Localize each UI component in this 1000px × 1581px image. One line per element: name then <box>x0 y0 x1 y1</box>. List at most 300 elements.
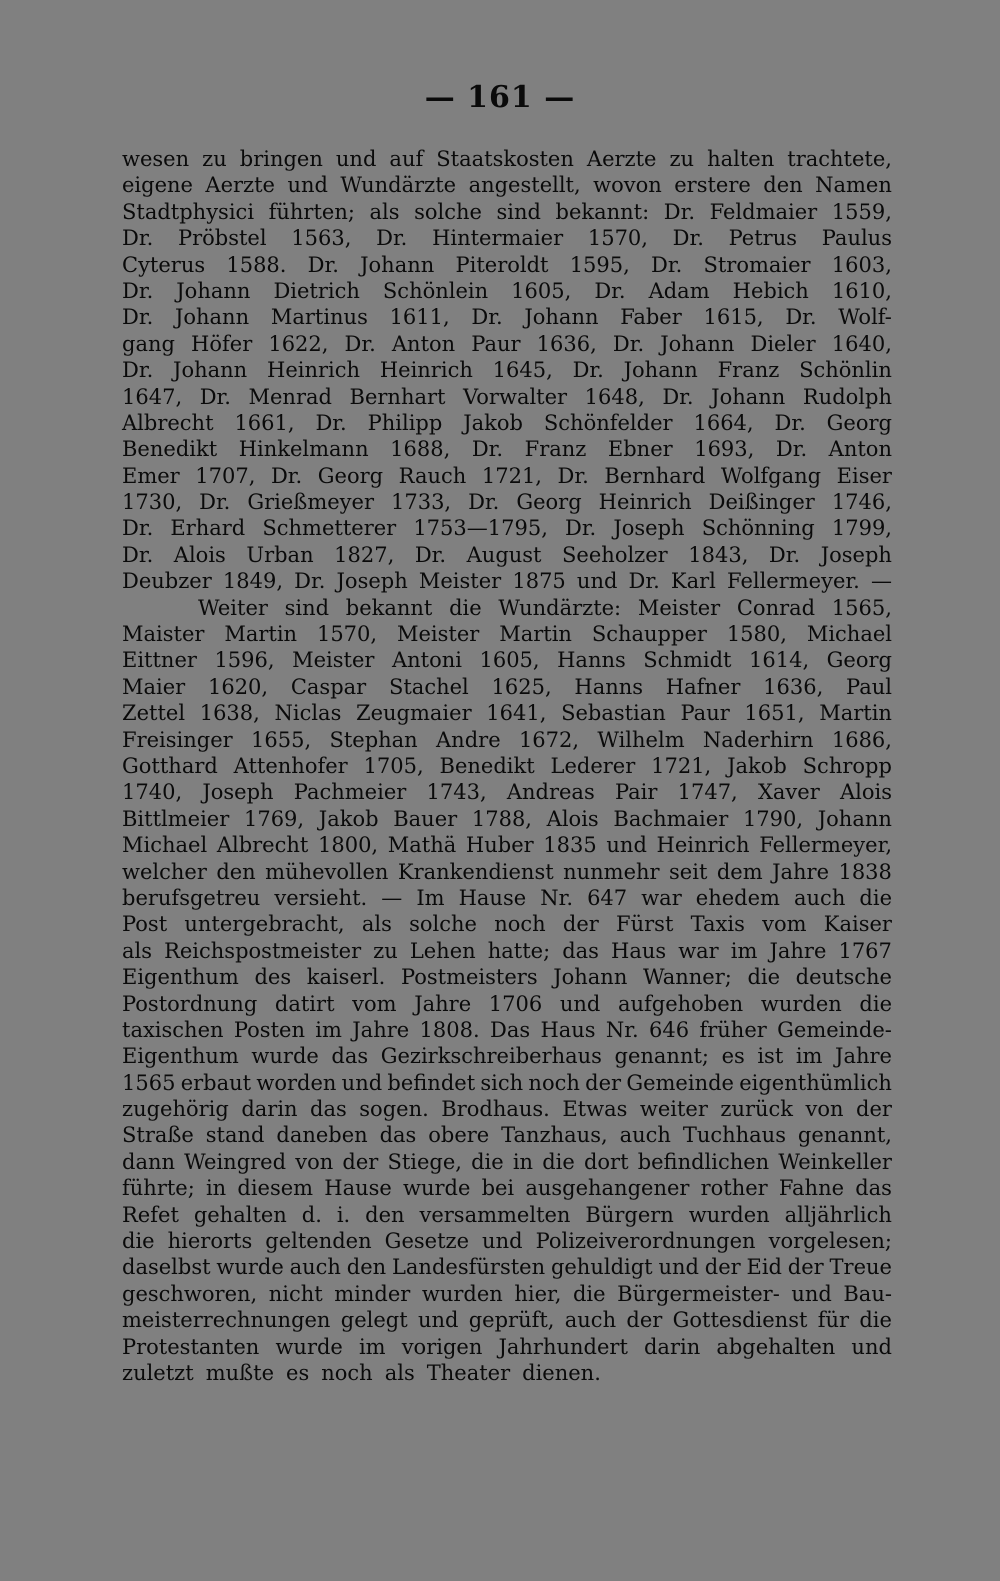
text-line <box>122 225 892 251</box>
word: Dr. <box>774 410 806 435</box>
word: Schönlein <box>382 278 489 303</box>
word: dienen. <box>522 1360 601 1385</box>
word: Dr. <box>564 516 597 541</box>
word: 1693, <box>694 437 755 462</box>
word: gelegt <box>340 1308 408 1333</box>
word: die <box>747 965 781 990</box>
word: der <box>562 912 599 937</box>
word: Dr. <box>307 252 339 277</box>
word: Feldmaier <box>709 199 818 224</box>
word: 1570, <box>587 226 648 251</box>
word: Karl <box>670 569 716 594</box>
word: aufgehoben <box>617 991 744 1016</box>
word: Meister <box>292 648 375 673</box>
word: geltenden <box>265 1229 372 1254</box>
word: Eittner <box>122 648 197 673</box>
word: die <box>449 595 482 620</box>
word: Pröbstel <box>177 226 267 251</box>
word: ist <box>757 1044 784 1069</box>
word: Stachel <box>388 674 469 699</box>
word: führten; <box>268 199 355 224</box>
word: auch <box>619 1123 671 1148</box>
word: Paulus <box>821 226 892 251</box>
word: als <box>122 938 153 963</box>
word: hier, <box>514 1281 562 1306</box>
word: darin <box>241 1097 298 1122</box>
word: d. <box>301 1202 322 1227</box>
word: Huber <box>465 833 534 858</box>
word: dann <box>122 1149 176 1174</box>
word: 1746, <box>831 490 892 515</box>
word: Dr. <box>468 490 500 515</box>
word: 1875 <box>512 569 566 594</box>
text-line <box>122 1334 892 1360</box>
word: erstere <box>674 173 751 198</box>
word: Dr. <box>775 437 808 462</box>
word: alljährlich <box>784 1202 892 1227</box>
word: Schmetterer <box>262 516 397 541</box>
word: und <box>482 1229 523 1254</box>
text-line <box>122 621 892 647</box>
word: Jakob <box>463 410 523 435</box>
word: Eiser <box>836 463 892 488</box>
word: Jahrhundert <box>498 1334 628 1359</box>
word: erbaut <box>180 1070 252 1095</box>
word: Menrad <box>248 384 332 409</box>
word: Rudolph <box>802 384 892 409</box>
word: versieht. <box>274 885 368 910</box>
text-line <box>122 1307 892 1333</box>
word: datirt <box>274 991 335 1016</box>
word: ehedem <box>695 885 780 910</box>
word: Dr. <box>199 490 231 515</box>
word: eigene <box>122 173 193 198</box>
text-line <box>122 172 892 198</box>
word: vom <box>352 991 397 1016</box>
word: es <box>286 1360 310 1385</box>
word: das <box>855 1176 892 1201</box>
word: Paul <box>846 674 892 699</box>
word: Ebner <box>607 437 673 462</box>
word: gehalten <box>193 1202 287 1227</box>
text-line <box>122 410 892 436</box>
word: 1636, <box>536 331 597 356</box>
word: Aerzte <box>586 147 657 171</box>
word: Fellermeyer, <box>759 833 892 858</box>
text-line <box>122 1228 892 1254</box>
word: Postmeisters <box>400 965 538 990</box>
word: und <box>658 1255 699 1280</box>
text-line <box>122 1281 892 1307</box>
word: Anton <box>828 437 892 462</box>
word: Dr. <box>344 331 376 356</box>
word: die <box>859 885 892 910</box>
word: dem <box>716 859 763 884</box>
word: Jakob <box>727 753 787 778</box>
word: solche <box>409 912 477 937</box>
word: 1705, <box>363 753 424 778</box>
word: Dr. <box>663 199 696 224</box>
word: Etwas <box>562 1097 628 1122</box>
word: August <box>466 542 542 567</box>
word: Martin <box>819 701 892 726</box>
word: den <box>365 1202 405 1227</box>
word: der <box>787 1255 824 1280</box>
word: als <box>361 912 392 937</box>
word: Martin <box>224 622 298 647</box>
text-line <box>122 911 892 937</box>
word: Dr. <box>294 569 326 594</box>
word: Dr. <box>122 305 154 330</box>
text-line <box>122 542 892 568</box>
word: 1721, <box>481 463 542 488</box>
word: und <box>606 833 647 858</box>
text-line <box>122 595 892 621</box>
word: Johann <box>711 384 786 409</box>
word: Piteroldt <box>455 252 549 277</box>
word: ausgehangener <box>525 1176 690 1201</box>
word: obere <box>428 1123 490 1148</box>
text-line <box>122 515 892 541</box>
word: 646 <box>649 1017 690 1042</box>
word: und <box>335 147 377 171</box>
word: Tanzhaus, <box>501 1123 608 1148</box>
word: Benedikt <box>122 437 218 462</box>
word: 1563, <box>291 226 352 251</box>
word: Dr. <box>471 305 503 330</box>
word: 1733, <box>390 490 452 515</box>
word: berufsgetreu <box>122 885 261 910</box>
word: Heinrich <box>598 490 692 515</box>
word: Staatskosten <box>436 147 574 171</box>
word: Bauer <box>393 806 458 831</box>
word: zugehörig <box>122 1097 229 1122</box>
word: Niclas <box>274 701 342 726</box>
word: 1843, <box>688 542 749 567</box>
word: Franz <box>717 358 780 383</box>
word: Anton <box>391 331 456 356</box>
word: Taxis <box>690 912 745 937</box>
word: 1688, <box>390 437 451 462</box>
word: 1580, <box>726 622 787 647</box>
word: und <box>287 173 328 198</box>
word: 1747, <box>677 780 738 805</box>
word: Dr. <box>557 463 589 488</box>
text-line <box>122 1096 892 1122</box>
word: wurden <box>688 1202 770 1227</box>
word: und <box>576 569 618 594</box>
word: 1620, <box>207 674 269 699</box>
word: Gottesdienst <box>672 1308 808 1333</box>
word: 1790, <box>742 806 804 831</box>
page-number: — 161 — <box>424 80 576 115</box>
word: i. <box>336 1202 351 1227</box>
word: auf <box>389 147 424 171</box>
word: Maister <box>122 622 205 647</box>
word: Tuchhaus <box>682 1123 786 1148</box>
text-line <box>122 1254 892 1280</box>
word: nicht <box>268 1281 323 1306</box>
word: sogen. <box>359 1097 429 1122</box>
word: taxischen <box>122 1017 224 1042</box>
word: Im <box>416 885 445 910</box>
text-line <box>122 674 892 700</box>
word: den <box>216 859 256 884</box>
word: 1614, <box>749 648 810 673</box>
word: 1622, <box>268 331 329 356</box>
word: den <box>346 1255 387 1280</box>
word: bringen <box>239 147 323 171</box>
word: Dr. <box>612 331 645 356</box>
word: Johann <box>360 252 435 277</box>
word: die <box>542 1149 575 1174</box>
word: Seeholzer <box>562 542 668 567</box>
word: Das <box>489 1017 531 1042</box>
word: — <box>381 885 403 910</box>
word: 1769, <box>243 806 305 831</box>
word: Höfer <box>191 331 253 356</box>
word: weiter <box>639 1097 708 1122</box>
word: Protestanten <box>122 1334 260 1359</box>
word: Meister <box>637 595 721 620</box>
text-line <box>122 331 892 357</box>
word: 1672, <box>518 727 580 752</box>
text-line <box>122 753 892 779</box>
word: zu <box>669 147 695 171</box>
word: Dr. <box>199 384 231 409</box>
word: Schönning <box>701 516 815 541</box>
word: Deubzer <box>122 569 212 594</box>
text-line <box>122 647 892 673</box>
word: trachtete, <box>787 147 892 171</box>
word: Dr. <box>122 226 154 251</box>
word: Pachmeier <box>293 780 407 805</box>
word: Dr. <box>651 252 683 277</box>
word: Jakob <box>318 806 379 831</box>
word: Dr. <box>662 384 694 409</box>
text-line <box>122 304 892 330</box>
word: Georg <box>516 490 582 515</box>
word: stand <box>205 1123 265 1148</box>
word: Joseph <box>613 516 685 541</box>
word: sind <box>496 199 541 224</box>
word: Haus <box>611 938 667 963</box>
text-line <box>122 489 892 515</box>
word: war <box>641 885 682 910</box>
text-line <box>122 146 892 172</box>
word: Albrecht <box>216 833 309 858</box>
word: welcher <box>122 859 207 884</box>
word: 1595, <box>569 252 630 277</box>
word: Treue <box>829 1255 892 1280</box>
word: bei <box>481 1176 515 1201</box>
word: gang <box>122 331 175 356</box>
text-line <box>122 1149 892 1175</box>
word: halten <box>707 147 775 171</box>
word: Xaver <box>757 780 820 805</box>
word: Dieler <box>750 331 816 356</box>
word: Stromaier <box>703 252 811 277</box>
word: von <box>805 1097 844 1122</box>
word: Post <box>122 912 168 937</box>
word: Jahre <box>772 859 830 884</box>
text-line <box>122 568 892 594</box>
word: der <box>704 1255 741 1280</box>
word: Bau- <box>843 1281 892 1306</box>
word: Maier <box>122 674 186 699</box>
word: Andreas <box>506 780 595 805</box>
text-line <box>122 436 892 462</box>
word: seit <box>669 859 708 884</box>
word: Bittlmeier <box>122 806 230 831</box>
word: 1788, <box>471 806 532 831</box>
word: Johann <box>623 358 698 383</box>
word: Fahne <box>778 1176 845 1201</box>
word: Rauch <box>398 463 467 488</box>
word: wurden <box>421 1281 503 1306</box>
word: 1664, <box>693 410 754 435</box>
word: Schönlin <box>799 358 892 383</box>
word: Eigenthum <box>122 1044 239 1069</box>
word: — <box>870 569 892 594</box>
word: in <box>205 1176 227 1201</box>
word: Petrus <box>728 226 798 251</box>
word: 1849, <box>222 569 284 594</box>
word: Schönfelder <box>543 410 673 435</box>
word: 1636, <box>763 674 824 699</box>
word: daselbst <box>122 1255 211 1280</box>
word: bekannt <box>345 595 433 620</box>
word: Heinrich <box>379 358 473 383</box>
text-line <box>122 938 892 964</box>
word: deutsche <box>795 965 892 990</box>
text-line <box>122 199 892 225</box>
word: früher <box>699 1017 767 1042</box>
word: 1655, <box>251 727 312 752</box>
word: Cyterus <box>122 252 206 277</box>
word: zuletzt <box>122 1360 194 1385</box>
word: Hanns <box>557 648 626 673</box>
word: führte; <box>122 1176 195 1201</box>
word: Gesetze <box>384 1229 470 1254</box>
text-line <box>122 859 892 885</box>
word: minder <box>334 1281 411 1306</box>
word: Weingred <box>184 1149 287 1174</box>
word: Johann <box>174 305 250 330</box>
word: 1647, <box>122 384 183 409</box>
word: Philipp <box>367 410 443 435</box>
word: wovon <box>593 173 662 198</box>
word: zu <box>373 938 398 963</box>
word: mühevollen <box>265 859 389 884</box>
word: 1615, <box>703 305 764 330</box>
word: der <box>856 1097 892 1122</box>
text-line <box>122 1043 892 1069</box>
word: 1835 <box>543 833 597 858</box>
word: als <box>384 1360 415 1385</box>
word: Jahre <box>835 1044 892 1069</box>
word: Reichspostmeister <box>164 938 362 963</box>
word: 1640, <box>831 331 892 356</box>
word: Meister <box>418 569 502 594</box>
word: Schmidt <box>643 648 732 673</box>
word: die <box>471 1149 504 1174</box>
word: Jahre <box>769 938 827 963</box>
word: Lederer <box>550 753 636 778</box>
word: war <box>678 938 719 963</box>
word: wurden <box>760 991 842 1016</box>
word: Gezirkschreiberhaus <box>380 1044 602 1069</box>
word: genannt; <box>614 1044 709 1069</box>
word: Dr. <box>376 226 408 251</box>
word: und <box>417 1308 459 1333</box>
word: Hebich <box>732 278 809 303</box>
word: Michael <box>122 833 208 858</box>
word: Haus <box>540 1017 596 1042</box>
word: daneben <box>276 1123 368 1148</box>
text-line <box>122 1070 892 1096</box>
text-line <box>122 357 892 383</box>
text-line <box>122 252 892 278</box>
word: Hause <box>324 1176 392 1201</box>
word: nunmehr <box>563 859 660 884</box>
word: Bernhard <box>604 463 706 488</box>
word: sich <box>480 1070 524 1095</box>
word: Johann <box>817 806 892 831</box>
word: wurde <box>251 1044 319 1069</box>
word: von <box>295 1149 334 1174</box>
text-line <box>122 1360 892 1386</box>
word: diesem <box>237 1176 314 1201</box>
word: darin <box>643 1334 701 1359</box>
word: versammelten <box>419 1202 571 1227</box>
word: im <box>730 938 758 963</box>
word: noch <box>494 912 546 937</box>
text-line <box>122 1175 892 1201</box>
word: Johann <box>524 305 599 330</box>
word: Hintermaier <box>432 226 564 251</box>
word: vom <box>762 912 807 937</box>
word: Eid <box>746 1255 782 1280</box>
word: auch <box>564 1308 617 1333</box>
word: Stiege, <box>387 1149 462 1174</box>
word: 1645, <box>492 358 553 383</box>
word: wurde <box>216 1255 284 1280</box>
word: wurde <box>275 1334 343 1359</box>
word: Antoni <box>391 648 462 673</box>
word: solche <box>414 199 482 224</box>
word: 1740, <box>122 780 183 805</box>
word: Kaiser <box>823 912 892 937</box>
word: wurde <box>402 1176 471 1201</box>
word: noch <box>528 1070 580 1095</box>
word: Joseph <box>336 569 408 594</box>
word: zurück <box>720 1097 794 1122</box>
text-line <box>122 832 892 858</box>
word: Georg <box>826 410 892 435</box>
word: angestellt, <box>468 173 581 198</box>
word: Caspar <box>290 674 367 699</box>
word: Gemeinde- <box>777 1017 892 1042</box>
word: Alois <box>546 806 599 831</box>
word: der <box>342 1149 379 1174</box>
word: Stephan <box>329 727 418 752</box>
word: Dr. <box>594 278 626 303</box>
word: untergebracht, <box>184 912 345 937</box>
word: Dr. <box>414 542 447 567</box>
word: Jahre <box>352 1017 410 1042</box>
word: Namen <box>815 173 892 198</box>
